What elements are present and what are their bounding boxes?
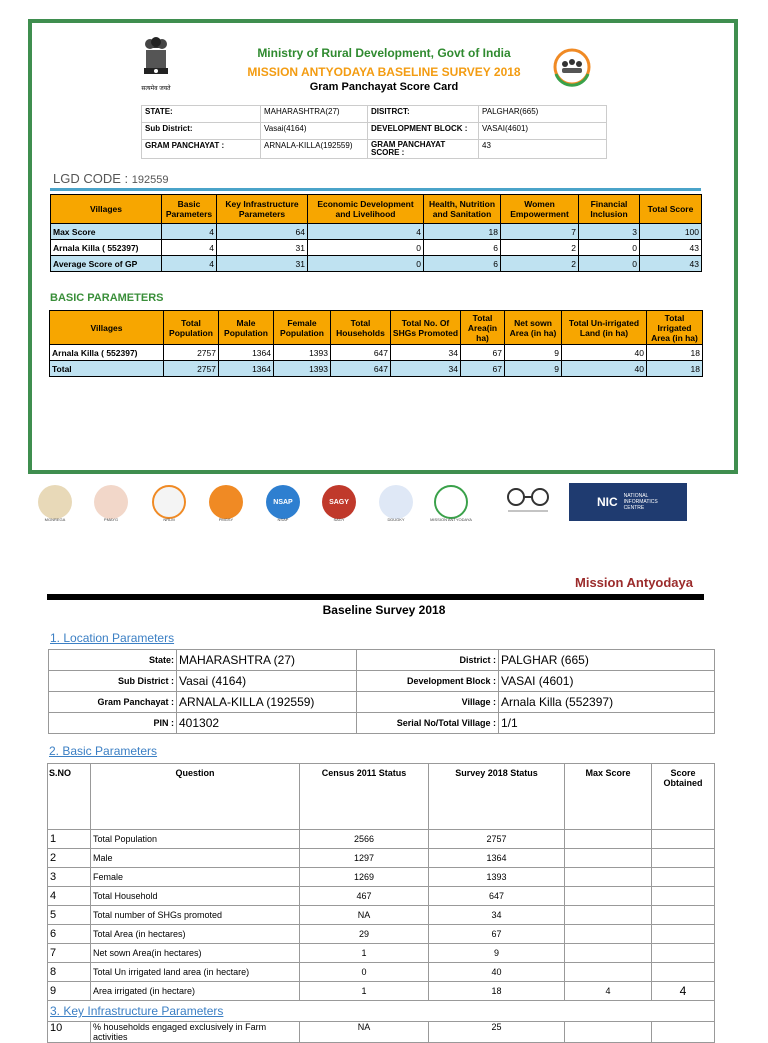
table-cell: Area irrigated (in hectare) (91, 982, 300, 1001)
basic-header-cell: Total Population (164, 311, 219, 345)
table-cell: 4 (162, 256, 217, 272)
basic-header-cell: Total Irrigated Area (in ha) (647, 311, 703, 345)
table-cell (565, 925, 652, 944)
table-cell (652, 906, 715, 925)
table-cell: 40 (562, 361, 647, 377)
table-cell (652, 1022, 715, 1043)
table-cell (565, 868, 652, 887)
pmgsy-logo-icon (209, 485, 243, 519)
table-cell: 0 (308, 240, 424, 256)
logo-caption: PMGSY (218, 517, 234, 522)
lgd-label: LGD CODE : (53, 171, 129, 186)
table-row (48, 982, 715, 1001)
loc-subdistrict-value: Vasai (4164) (177, 671, 357, 692)
table-cell: 34 (429, 906, 565, 925)
swachh-bharat-glasses-icon (500, 485, 556, 517)
logo-caption: NSAP (277, 517, 289, 522)
table-cell: 3 (579, 224, 640, 240)
table-cell: 0 (579, 256, 640, 272)
table-cell: 1 (300, 944, 429, 963)
basic-header-cell: Total Households (331, 311, 391, 345)
gp-info-table (141, 105, 607, 159)
table-cell: 5 (48, 906, 91, 925)
table-cell: 4 (162, 224, 217, 240)
table-cell: 6 (424, 240, 501, 256)
ddugky-logo-icon (379, 485, 413, 519)
table-cell (565, 887, 652, 906)
block-value: VASAI(4601) (479, 123, 607, 140)
bp-header-cell: Survey 2018 Status (429, 764, 565, 830)
logo-caption: NRLM (163, 517, 175, 522)
table-cell (652, 925, 715, 944)
table-cell: Arnala Killa ( 552397) (51, 240, 162, 256)
loc-village-value: Arnala Killa (552397) (499, 692, 715, 713)
baseline-survey-title: Baseline Survey 2018 (322, 603, 446, 617)
table-cell: 0 (579, 240, 640, 256)
table-cell: 18 (429, 982, 565, 1001)
table-cell: 1269 (300, 868, 429, 887)
basic-header-cell: Total Area(in ha) (461, 311, 505, 345)
table-cell: 31 (217, 256, 308, 272)
table-cell: NA (300, 1022, 429, 1043)
table-cell (652, 944, 715, 963)
ministry-title: Ministry of Rural Development, Govt of India (257, 46, 511, 60)
basic-header-cell: Net sown Area (in ha) (505, 311, 562, 345)
basic-header-cell: Total No. Of SHGs Promoted (391, 311, 461, 345)
loc-pin-value: 401302 (177, 713, 357, 734)
table-row (48, 830, 715, 849)
loc-village-label: Village : (357, 692, 499, 713)
nic-logo (569, 483, 687, 521)
table-cell (565, 849, 652, 868)
table-cell: 1297 (300, 849, 429, 868)
table-cell: 9 (429, 944, 565, 963)
loc-gp-value: ARNALA-KILLA (192559) (177, 692, 357, 713)
logo-caption: MGNREGA (44, 517, 66, 522)
table-cell: 43 (640, 240, 702, 256)
table-cell (652, 963, 715, 982)
summary-header-cell: Health, Nutrition and Sanitation (424, 195, 501, 224)
mission-title: MISSION ANTYODAYA BASELINE SURVEY 2018 (247, 65, 521, 79)
summary-header-cell: Economic Development and Livelihood (308, 195, 424, 224)
loc-block-value: VASAI (4601) (499, 671, 715, 692)
table-cell (565, 1022, 652, 1043)
table-cell: 9 (48, 982, 91, 1001)
table-row (51, 224, 702, 240)
table-cell: 1364 (219, 361, 274, 377)
district-value: PALGHAR(665) (479, 106, 607, 123)
logo-caption: SAGY (333, 517, 345, 522)
section-basic-title: 2. Basic Parameters (49, 744, 158, 758)
loc-district-label: District : (357, 650, 499, 671)
table-cell: 40 (562, 345, 647, 361)
loc-district-value: PALGHAR (665) (499, 650, 715, 671)
lgd-value: 192559 (131, 174, 169, 186)
table-cell: 1 (300, 982, 429, 1001)
loc-serial-label: Serial No/Total Village : (357, 713, 499, 734)
table-cell: 67 (461, 361, 505, 377)
gp-score-label: GRAM PANCHAYAT SCORE : (368, 140, 479, 159)
table-row (50, 361, 703, 377)
table-cell: 43 (640, 256, 702, 272)
table-cell: 18 (647, 361, 703, 377)
table-cell: 1364 (429, 849, 565, 868)
table-cell: Male (91, 849, 300, 868)
table-cell: 9 (505, 345, 562, 361)
table-cell: 2757 (164, 361, 219, 377)
table-cell (652, 830, 715, 849)
table-cell: 647 (429, 887, 565, 906)
table-cell: Total number of SHGs promoted (91, 906, 300, 925)
table-row (48, 887, 715, 906)
mission-antyodaya-small-logo-icon (434, 485, 468, 519)
table-cell: 67 (461, 345, 505, 361)
table-cell: 2757 (429, 830, 565, 849)
table-cell: Total Un irrigated land area (in hectare) (91, 963, 300, 982)
section-row (48, 1001, 715, 1022)
table-row (48, 906, 715, 925)
table-row (51, 240, 702, 256)
logo-caption: PMAYG (103, 517, 119, 522)
table-cell: 34 (391, 361, 461, 377)
table-cell: 25 (429, 1022, 565, 1043)
table-cell: NA (300, 906, 429, 925)
table-cell: 31 (217, 240, 308, 256)
mgnrega-logo-icon (38, 485, 72, 519)
score-card-title: Gram Panchayat Score Card (309, 81, 459, 93)
bp-header-cell: Score Obtained (652, 764, 715, 830)
section-kip-title: 3. Key Infrastructure Parameters (50, 1004, 224, 1018)
table-cell: Female (91, 868, 300, 887)
summary-header-cell: Total Score (640, 195, 702, 224)
nsap-logo-icon: NSAP (266, 485, 300, 519)
table-cell: 10 (48, 1022, 91, 1043)
table-cell: 6 (48, 925, 91, 944)
table-cell (652, 868, 715, 887)
header-rule (47, 594, 704, 600)
pmayg-logo-icon (94, 485, 128, 519)
table-cell: 0 (300, 963, 429, 982)
table-cell: 4 (308, 224, 424, 240)
score-summary-table (50, 194, 702, 272)
summary-header-cell: Villages (51, 195, 162, 224)
logo-caption: MISSION ANTYODAYA (430, 517, 472, 522)
subdistrict-label: Sub District: (142, 123, 261, 140)
emblem-caption: सत्यमेव जयते (141, 86, 171, 92)
loc-state-label: State: (49, 650, 177, 671)
table-cell: 1364 (219, 345, 274, 361)
table-row (48, 944, 715, 963)
table-cell: Average Score of GP (51, 256, 162, 272)
summary-header-cell: Women Empowerment (501, 195, 579, 224)
bp-header-cell: S.NO (48, 764, 91, 830)
state-label: STATE: (142, 106, 261, 123)
table-cell: 647 (331, 345, 391, 361)
table-cell: 4 (565, 982, 652, 1001)
bp-header-cell: Census 2011 Status (300, 764, 429, 830)
basic-parameters-title: BASIC PARAMETERS (50, 292, 164, 304)
loc-block-label: Development Block : (357, 671, 499, 692)
table-cell: Total Population (91, 830, 300, 849)
gp-score-value: 43 (479, 140, 607, 159)
table-cell: 18 (647, 345, 703, 361)
table-cell: % households engaged exclusively in Farm activities (91, 1022, 300, 1043)
table-cell: 2757 (164, 345, 219, 361)
basic-parameters-table (49, 310, 703, 377)
gp-label: GRAM PANCHAYAT : (142, 140, 261, 159)
lgd-code (53, 171, 168, 186)
nic-logo-subtext: NATIONAL INFORMATICS CENTRE (623, 493, 658, 511)
table-cell: 67 (429, 925, 565, 944)
table-cell: 4 (48, 887, 91, 906)
table-cell: 64 (217, 224, 308, 240)
table-cell: 4 (652, 982, 715, 1001)
divider (50, 188, 701, 191)
table-cell: 1393 (429, 868, 565, 887)
table-row (48, 868, 715, 887)
table-cell: 647 (331, 361, 391, 377)
table-cell: 2 (48, 849, 91, 868)
bp-header-cell: Question (91, 764, 300, 830)
table-cell: Arnala Killa ( 552397) (50, 345, 164, 361)
table-cell: 1 (48, 830, 91, 849)
loc-gp-label: Gram Panchayat : (49, 692, 177, 713)
gp-value: ARNALA-KILLA(192559) (261, 140, 368, 159)
loc-pin-label: PIN : (49, 713, 177, 734)
table-cell: 34 (391, 345, 461, 361)
loc-subdistrict-label: Sub District : (49, 671, 177, 692)
district-label: DISITRCT: (368, 106, 479, 123)
subdistrict-value: Vasai(4164) (261, 123, 368, 140)
table-row (48, 925, 715, 944)
summary-header-row (51, 195, 702, 224)
table-cell: 8 (48, 963, 91, 982)
table-row (48, 1022, 715, 1043)
bp-header-cell: Max Score (565, 764, 652, 830)
table-cell: Total Household (91, 887, 300, 906)
table-cell: 4 (162, 240, 217, 256)
table-cell: Total Area (in hectares) (91, 925, 300, 944)
loc-state-value: MAHARASHTRA (27) (177, 650, 357, 671)
basic-header-cell: Total Un-irrigated Land (in ha) (562, 311, 647, 345)
basic-header-row (50, 311, 703, 345)
table-cell: Net sown Area(in hectares) (91, 944, 300, 963)
table-cell: 2 (501, 256, 579, 272)
state-value: MAHARASHTRA(27) (261, 106, 368, 123)
table-cell: 7 (48, 944, 91, 963)
table-cell: 467 (300, 887, 429, 906)
table-cell (565, 830, 652, 849)
nrlm-logo-icon (152, 485, 186, 519)
table-cell: 100 (640, 224, 702, 240)
table-cell: Total (50, 361, 164, 377)
table-cell: 6 (424, 256, 501, 272)
table-cell (652, 849, 715, 868)
table-cell: 1393 (274, 345, 331, 361)
mission-antyodaya-logo-icon (550, 44, 594, 90)
table-cell: 2566 (300, 830, 429, 849)
loc-serial-value: 1/1 (499, 713, 715, 734)
table-cell (565, 963, 652, 982)
basic-header-cell: Villages (50, 311, 164, 345)
summary-header-cell: Key Infrastructure Parameters (217, 195, 308, 224)
basic-header-cell: Male Population (219, 311, 274, 345)
block-label: DEVELOPMENT BLOCK : (368, 123, 479, 140)
summary-header-cell: Basic Parameters (162, 195, 217, 224)
table-cell: 7 (501, 224, 579, 240)
table-cell: 2 (501, 240, 579, 256)
table-cell: 18 (424, 224, 501, 240)
table-row (48, 963, 715, 982)
location-table (48, 649, 715, 734)
table-cell: 0 (308, 256, 424, 272)
table-cell: Max Score (51, 224, 162, 240)
table-row (50, 345, 703, 361)
table-row (51, 256, 702, 272)
table-row (48, 849, 715, 868)
section-location-title: 1. Location Parameters (50, 631, 175, 645)
table-cell: 29 (300, 925, 429, 944)
basic-parameters-detail-table (47, 763, 715, 1043)
section-kip-cell (48, 1001, 715, 1022)
summary-header-cell: Financial Inclusion (579, 195, 640, 224)
logo-caption: DDUGKY (387, 517, 405, 522)
sagy-logo-icon: SAGY (322, 485, 356, 519)
basic-header-cell: Female Population (274, 311, 331, 345)
table-cell (652, 887, 715, 906)
table-cell: 40 (429, 963, 565, 982)
table-cell (565, 944, 652, 963)
table-cell: 3 (48, 868, 91, 887)
table-cell: 9 (505, 361, 562, 377)
mission-antyodaya-header: Mission Antyodaya (575, 575, 693, 590)
table-cell: 1393 (274, 361, 331, 377)
bp-header-row (48, 764, 715, 830)
table-cell (565, 906, 652, 925)
nic-logo-text: NIC (597, 495, 618, 509)
